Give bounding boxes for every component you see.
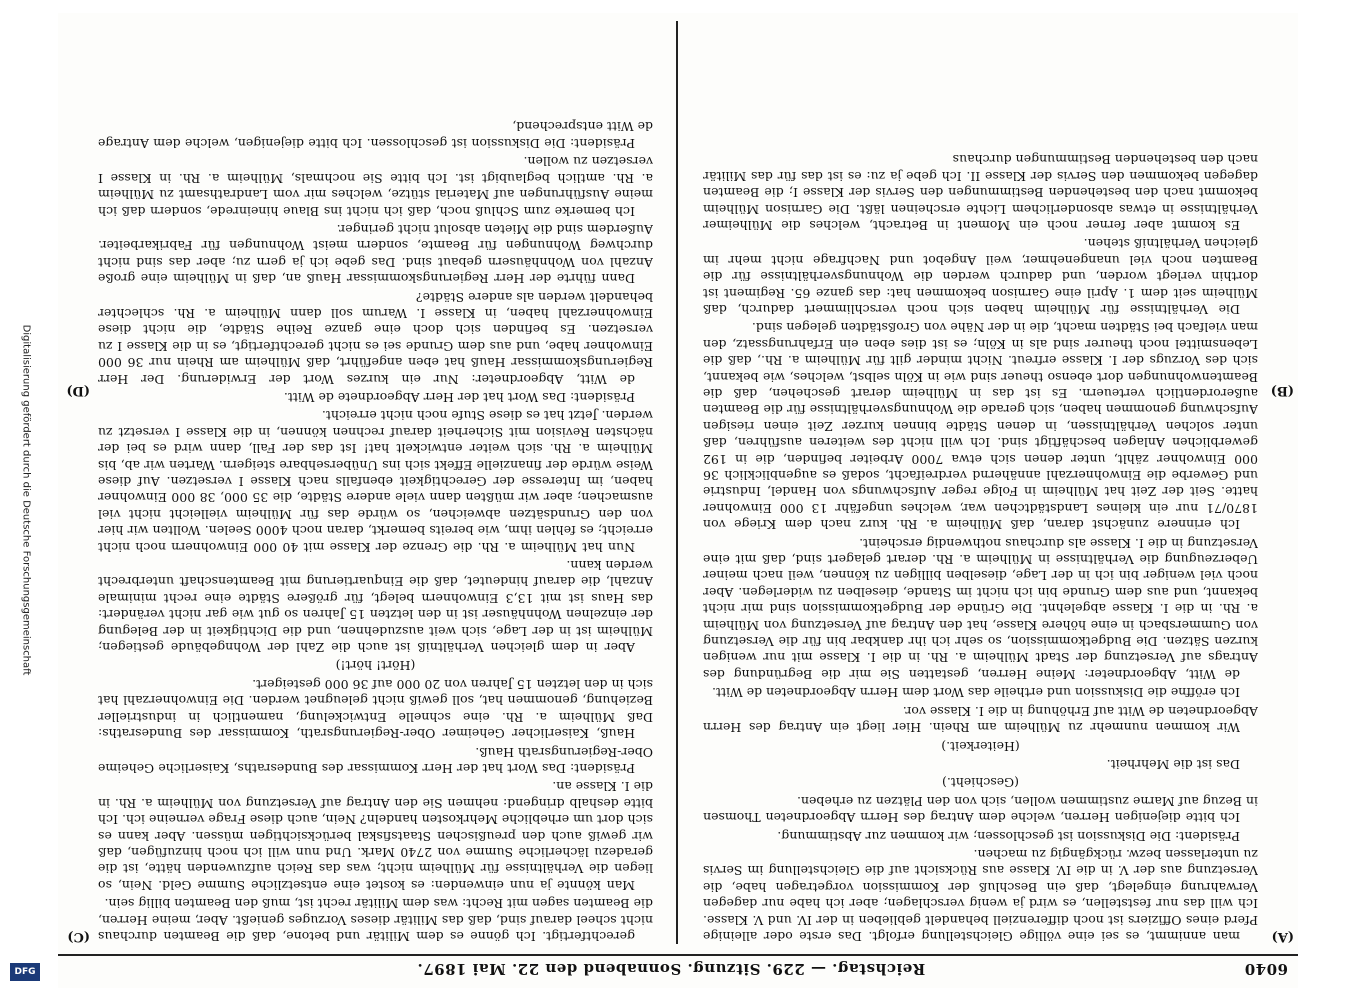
dfg-logo: DFG [10,963,40,981]
page-number: 6040 [1244,960,1288,978]
paragraph: Präsident: Die Diskussion ist geschlossen; wir kommen zur Abstimmung. [777,828,1240,844]
paragraph: Man könnte ja nun einwenden: es kostet eine entsetzliche Summe Geld. Nein, so liegen die Verhältnisse für Mülheim nicht; was das Reich aufzuwenden hätte, ist die geradezu lächerliche Summe von 2740 Mark. Und nun will ich noch hinzufügen, daß wir gewiß auch den preußischen Staatsfiskal berücksichtigen müssen. Aber kann es sich dort um erhebliche Mehrkosten handeln? Nein, auch diese Frage verneine ich. Ich bitte deshalb dringend: nehmen Sie den Antrag auf Versetzung von Mülheim a. Rh. in die I. Klasse an. [98,779,653,893]
paragraph: Nun hat Mülheim a. Rh. die Grenze der Klasse mit 40 000 Einwohnern noch nicht erreicht; es fehlen ihm, wie bereits bemerkt, daran noch 4000 Seelen. Wollten wir hier von den Grundsätzen abweichen, so würde das für Mülheim vielleicht nicht viel ausmachen; aber wir müßten dann viele andere Städte, die 35 000, 38 000 Einwohner haben, im Interesse der Gerechtigkeit ebenfalls nach Klasse I versetzen. Auf diese Weise würde der finanzielle Effekt sich ins Unübersehbare steigern. Warten wir ab, bis Mülheim a. Rh. sich weiter entwickelt hat! Ist das der Fall, dann wird es bei der nächsten Revision mit Sicherheit darauf rechnen können, in die Klasse I versetzt zu werden. Jetzt hat es diese Stufe noch nicht erreicht. [98,408,653,555]
paragraph: Aber in dem gleichen Verhältniß ist auch die Zahl der Wohngebäude gestiegen; Mülheim ist in der Lage, sich weit auszudehnen, und die Dichtigkeit in der Belegung der einzelnen Wohnhäuser ist in den letzten 15 Jahren so gut wie gar nicht verändert: das Haus ist mit 13,3 Einwohnern belegt, für größere Städte eine recht minimale Anzahl, die darauf hindeutet, daß die Einquartierung mit Beamtenschaft unterbrecht werden kann. [98,558,653,656]
margin-marker-a: (A) [1271,929,1294,944]
paragraph: gerechtfertigt. Ich gönne es dem Militär und betone, daß die Beamten durchaus nicht scheel darauf sind, daß das Militär dieses Vorzuges genießt. Aber, meine Herren, die Beamten sagen mit Recht: was dem Militär recht ist, muß den Beamten billig sein. [98,896,653,944]
paragraph: de Witt, Abgeordneter: Meine Herren, gestatten Sie mir die Begründung des Antrags auf Versetzung der Stadt Mülheim a. Rh. in die I. Klasse mit nur wenigen kurzen Sätzen. Die Budgetkommission, so sehr ich ihr dankbar bin für die Versetzung von Gummersbach in eine höhere Klasse, hat den Antrag auf Versetzung von Mülheim a. Rh. in die I. Klasse abgelehnt. Die Gründe der Budgetkommission sind mir nicht bekannt, und aus dem Grunde bin ich nicht im Stande, dieselben zu widerlegen. Aber noch viel weniger bin ich in der Lage, dieselben billigen zu können, weil nach meiner Ueberzeugung die Verhältnisse in Mülheim a. Rh. derart gelagert sind, daß mit eine Versetzung in die I. Klasse als durchaus nothwendig erscheint. [703,535,1258,682]
paragraph: Wir kommen nunmehr zu Mülheim am Rhein. Hier liegt ein Antrag des Herrn Abgeordneten de Witt auf Erhöhung in die I. Klasse vor. [703,703,1258,736]
paragraph: Präsident: Das Wort hat der Herr Kommissar des Bundesraths, Kaiserliche Geheime Ober-Regierungsrath Hauß. [98,744,653,776]
margin-marker-c: (C) [67,929,90,944]
page-title: Reichstag. — 229. Sitzung. Sonnabend den 22. Mai 1897. [417,960,926,978]
paragraph: Präsident: Das Wort hat der Herr Abgeordnete de Witt. [283,390,635,405]
paragraph: (Hört! hört!) [335,658,416,674]
text-column-left [703,21,1258,944]
paragraph: Es kommt aber ferner noch ein Moment in Betracht, welches die Mülheimer Verhältnisse in etwas absonderlichem Lichte erscheinen läßt. Die Garnison Mülheim bekommt nach den bestehenden Bestimmungen den Servis der Klasse I; die Beamten dagegen bekommen den Servis der Klasse II. Ich gebe ja zu: es ist das für das Militär nach den bestehenden Bestimmungen durchaus [703,152,1258,233]
digitization-sidebar [6,12,46,987]
paragraph: Hauß, Kaiserlicher Geheimer Ober-Regierungsrath, Kommissar des Bundesraths: Daß Mülheim a. Rh. eine schnelle Entwickelung, namentlich in industrieller Beziehung, genommen hat, soll gewiß nicht geleugnet werden. Die Einwohnerzahl hat sich in den letzten 15 Jahren von 20 000 auf 36 000 gesteigert. [98,676,653,742]
paragraph: Das ist die Mehrheit. [1106,756,1240,772]
margin-marker-b: (B) [1270,383,1294,398]
margin-marker-d: (D) [66,383,90,398]
paragraph: Ich bitte diejenigen Herren, welche dem Antrag des Herrn Abgeordneten Thomsen in Bezug auf Marne zustimmen wollen, sich von den Plätzen zu erheben. [703,793,1258,826]
paragraph: (Heiterkeit.) [941,738,1020,754]
paragraph: man annimmt, es sei eine völlige Gleichstellung erfolgt. Das erste oder alleinige Pferd eines Offiziers ist noch differenziell behandelt geblieben in der IV. und V. Klasse. Ich will das nur feststellen, es wird ja wenig verschlagen; aber ich habe nur dagegen Verwahrung eingelegt, daß ein Beschluß der Kommission vorgetragen habe, die Versetzung aus der V. in die IV. Klasse aus Rücksicht auf die Gleichstellung im Servis zu unterlassen bezw. rückgängig zu machen. [703,846,1258,944]
paragraph: (Geschieht.) [941,775,1020,791]
paragraph: Ich eröffne die Diskussion und ertheile das Wort dem Herrn Abgeordneten de Witt. [712,685,1240,701]
paragraph: Ich bemerke zum Schluß noch, daß ich nicht ins Blaue hineinrede, sondern daß ich meine Ausführungen auf Material stütze, welches mir vom Landrathsamt zu Mülheim a. Rh. amtlich beglaubigt ist. Ich bitte Sie nochmals, Mülheim a. Rh. in Klasse I versetzen zu wollen. [98,154,653,219]
paragraph: Die Verhältnisse für Mülheim haben sich noch verschlimmert dadurch, daß Mülheim seit dem 1. April eine Garnison bekommen hat: das ganze 65. Regiment ist dorthin verlegt worden, und dadurch werden die Wohnungsverhältnisse für die Beamten noch viel unangenehmer, weil Angebot und Nachfrage nicht mehr im gleichen Verhältniß stehen. [703,236,1258,317]
scanned-page [58,13,1298,988]
paragraph: de Witt, Abgeordneter: Nur ein kurzes Wort der Erwiderung. Der Herr Regierungskommissar Hauß hat eben angeführt, daß Mülheim am Rhein nur 36 000 Einwohner habe, und aus dem Grunde sei es nicht gerechtfertigt, es in die Klasse I zu versetzen. Es befinden sich doch eine ganze Reihe Städte, die nicht diese Einwohnerzahl haben, in Klasse I. Warum soll dann Mülheim a. Rh. schlechter behandelt werden als andere Städte? [98,289,653,387]
paragraph: Dann führte der Herr Regierungskommissar Hauß an, daß in Mülheim eine große Anzahl von Wohnhäusern gebaut sind. Das gebe ich ja gern zu; aber das sind nicht durchweg Wohnungen für Beamte, sondern meist Wohnungen für Fabrikarbeiter. Außerdem sind die Mieten absolut nicht geringer. [98,221,653,287]
text-column-right [98,21,653,944]
column-divider [676,21,678,944]
paragraph: Präsident: Die Diskussion ist geschlossen. Ich bitte diejenigen, welche dem Antrage de Witt entsprechend, [98,119,653,151]
digitization-credit: Digitalisierung gefördert durch die Deutsche Forschungsgemeinschaft [20,324,32,675]
paragraph: Ich erinnere zunächst daran, daß Mülheim a. Rh. kurz nach dem Kriege von 1870/71 nur ein kleines Landstädtchen war, welches ungefähr 13 000 Einwohner hatte. Seit der Zeit hat Mülheim in Folge reger Aufschwungs von Handel, Industrie und Gewerbe die Einwohnerzahl annähernd verdreifacht, sodaß es augenblicklich 36 000 Einwohner zählt, unter denen sich etwa 7000 Arbeiter befinden, die in 192 gewerblichen Anlagen beschäftigt sind. Ich will nicht des weiteren ausführen, daß unter solchen Verhältnissen, in denen Städte binnen kurzer Zeit einen riesigen Aufschwung genommen haben, sich gerade die Wohnungsverhältnisse für die Beamten außerordentlich verteuern. Es ist das in Mülheim derart geschehen, daß die Beamtenwohnungen dort ebenso theuer sind wie in Köln selbst, welches, wie bekannt, sich des Vorzugs der I. Klasse erfreut. Nicht minder gilt für Mülheim a. Rh., daß die Lebensmittel noch theurer sind als in Köln; es ist dies eben ein Erfahrungssatz, den man vielfach bei Städten macht, die in der Nähe von Großstädten gelegen sind. [703,320,1258,533]
page-header [58,954,1298,988]
